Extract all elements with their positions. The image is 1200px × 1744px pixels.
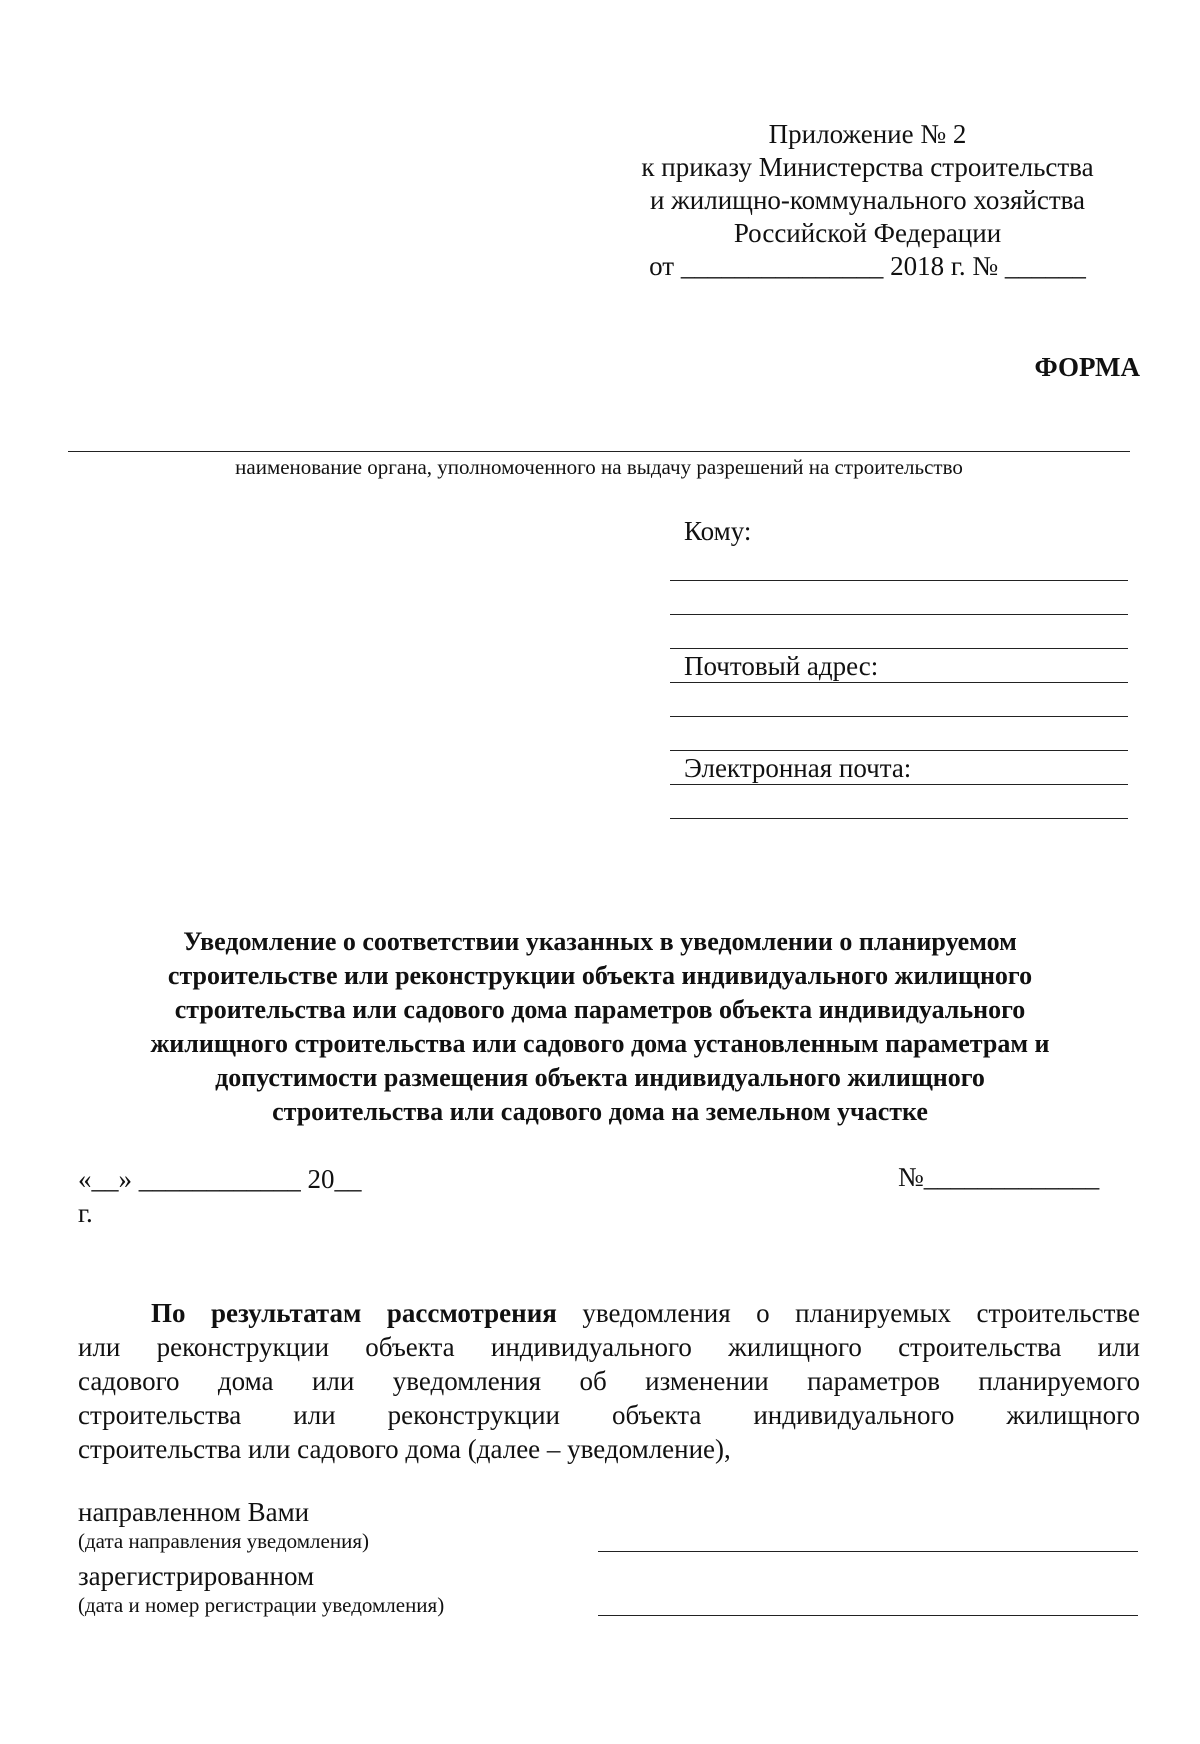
notice-title (70, 925, 1130, 1129)
sent-label: направленном Вами (78, 1497, 310, 1527)
appendix-line: к приказу Министерства строительства (641, 152, 1094, 182)
email-field[interactable] (670, 751, 1128, 785)
email-label: Электронная почта: (684, 753, 912, 783)
appendix-header (610, 118, 1125, 283)
postal-address-field[interactable] (670, 649, 1128, 683)
recipient-to-label: Кому: (684, 516, 752, 546)
registration-field[interactable] (598, 1615, 1138, 1616)
body-line: строительства или реконструкции объекта индивидуального жилищного (78, 1400, 1140, 1430)
body-line (78, 1296, 1140, 1330)
body-line: садового дома или уведомления об изменении параметров планируемого (78, 1366, 1140, 1396)
body-paragraph (78, 1296, 1140, 1466)
registered-caption: (дата и номер регистрации уведомления) (78, 1593, 445, 1617)
registered-row (78, 1560, 1140, 1624)
notice-title-line: Уведомление о соответствии указанных в уведомлении о планируемом (183, 927, 1017, 956)
recipient-name-field[interactable] (670, 547, 1128, 581)
email-field[interactable] (670, 785, 1128, 819)
sent-caption: (дата направления уведомления) (78, 1529, 369, 1553)
recipient-name-field[interactable] (670, 581, 1128, 615)
authority-name-caption: наименование органа, уполномоченного на выдачу разрешений на строительство (235, 455, 963, 479)
body-line-rest: уведомления о планируемых строительстве (556, 1298, 1140, 1328)
form-title: ФОРМА (1034, 352, 1140, 382)
notice-number-field[interactable]: №_____________ (898, 1162, 1100, 1192)
authority-name-field[interactable] (68, 451, 1130, 452)
postal-address-field[interactable] (670, 717, 1128, 751)
notice-title-line: строительства или садового дома на земельном участке (272, 1097, 928, 1126)
notice-title-line: жилищного строительства или садового дома установленным параметрам и (150, 1029, 1050, 1058)
recipient-block (670, 515, 1128, 819)
body-bold-lead: По результатам рассмотрения (151, 1298, 557, 1328)
notice-date-field[interactable] (78, 1162, 362, 1230)
appendix-order-date-line: от _______________ 2018 г. № ______ (649, 251, 1086, 281)
sent-registered-block (78, 1496, 1140, 1624)
recipient-name-field[interactable] (670, 615, 1128, 649)
body-line: или реконструкции объекта индивидуального жилищного строительства или (78, 1332, 1140, 1362)
notice-year-letter: г. (78, 1198, 93, 1228)
postal-address-label: Почтовый адрес: (684, 651, 879, 681)
notice-date-text: «__» ____________ 20__ (78, 1164, 362, 1194)
appendix-line: Российской Федерации (733, 218, 1002, 248)
appendix-line: Приложение № 2 (768, 119, 967, 149)
notice-title-line: допустимости размещения объекта индивидуального жилищного (215, 1063, 985, 1092)
body-line: строительства или садового дома (далее – уведомление), (78, 1434, 731, 1464)
notice-title-line: строительства или садового дома параметров объекта индивидуального (174, 995, 1026, 1024)
registered-label: зарегистрированном (78, 1561, 315, 1591)
postal-address-field[interactable] (670, 683, 1128, 717)
appendix-line: и жилищно-коммунального хозяйства (649, 185, 1086, 215)
sent-date-row (78, 1496, 1140, 1560)
notice-title-line: строительстве или реконструкции объекта индивидуального жилищного (167, 961, 1033, 990)
sent-date-field[interactable] (598, 1551, 1138, 1552)
